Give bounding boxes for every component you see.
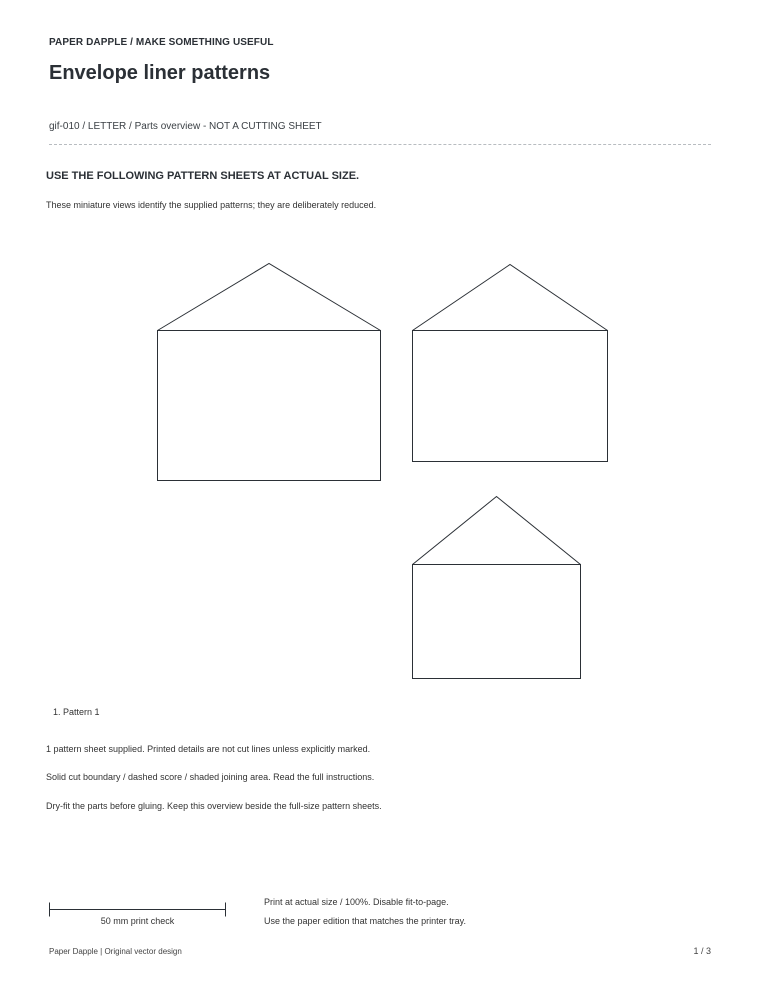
note-sheets-supplied: 1 pattern sheet supplied. Printed details are not cut lines unless explicitly marked.	[46, 744, 371, 754]
envelope-a-flap	[158, 264, 381, 331]
intro-text: These miniature views identify the supplied patterns; they are deliberately reduced.	[46, 200, 377, 210]
envelope-pattern-b	[413, 265, 608, 462]
print-note-paper-edition: Use the paper edition that matches the printer tray.	[264, 916, 466, 926]
footer-credit: Paper Dapple | Original vector design	[49, 947, 182, 956]
print-note-actual-size: Print at actual size / 100%. Disable fit-to-page.	[264, 897, 449, 907]
note-line-legend: Solid cut boundary / dashed score / shaded joining area. Read the full instructions.	[46, 772, 375, 782]
page-title: Envelope liner patterns	[49, 62, 271, 84]
envelope-c-flap	[413, 497, 581, 565]
envelope-pattern-a	[158, 264, 381, 481]
instruction-heading: USE THE FOLLOWING PATTERN SHEETS AT ACTUAL SIZE.	[46, 170, 360, 182]
envelope-a-body	[158, 331, 381, 481]
document-meta: gif-010 / LETTER / Parts overview - NOT A CUTTING SHEET	[49, 121, 322, 132]
envelope-pattern-c	[413, 497, 581, 679]
scale-bar-label: 50 mm print check	[100, 916, 175, 926]
note-dry-fit: Dry-fit the parts before gluing. Keep this overview beside the full-size pattern sheets.	[46, 801, 382, 811]
brand-line: PAPER DAPPLE / MAKE SOMETHING USEFUL	[49, 37, 274, 48]
envelope-b-body	[413, 331, 608, 462]
envelope-b-flap	[413, 265, 608, 331]
scale-bar	[50, 903, 226, 917]
pattern-caption: 1. Pattern 1	[53, 707, 100, 717]
envelope-c-body	[413, 565, 581, 679]
page-number: 1 / 3	[693, 946, 711, 956]
